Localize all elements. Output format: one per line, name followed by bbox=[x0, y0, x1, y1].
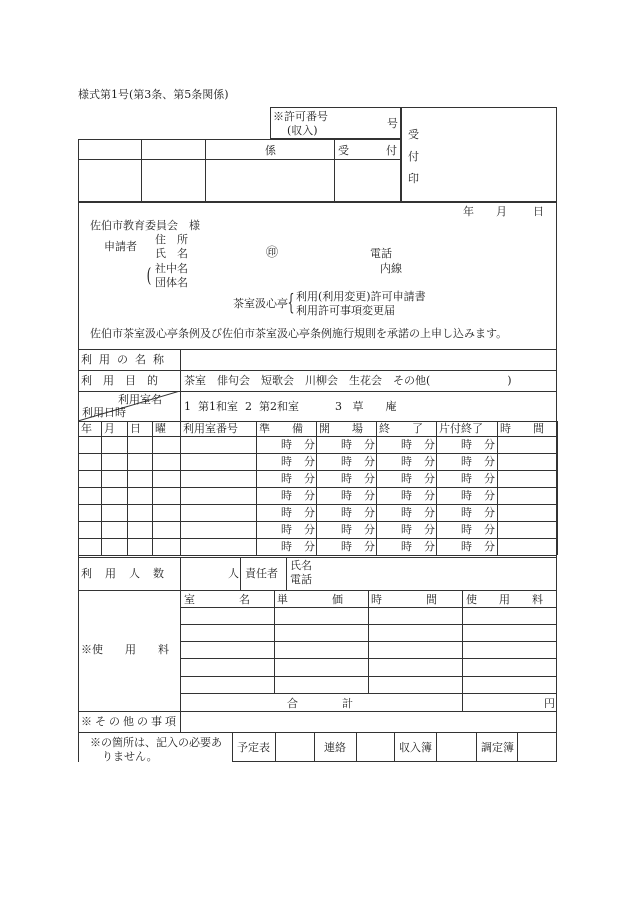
time-hour: 時 bbox=[281, 455, 292, 468]
room-option-1: 1 第1和室 bbox=[184, 400, 238, 413]
date-year: 年 bbox=[463, 205, 474, 218]
usage-purpose-label: 利用目的 bbox=[81, 374, 169, 387]
people-label: 利用人数 bbox=[81, 567, 177, 580]
permit-income-label: (収入) bbox=[287, 124, 318, 137]
staff-uke: 受 bbox=[338, 144, 349, 157]
schedule-header-6: 開 場 bbox=[319, 422, 363, 435]
time-hour: 時 bbox=[281, 489, 292, 502]
footer-income-book: 収入簿 bbox=[399, 741, 432, 754]
applicant-phone-label: 電話 bbox=[370, 247, 392, 260]
people-unit: 人 bbox=[228, 567, 239, 580]
time-hour: 時 bbox=[461, 506, 472, 519]
fee-yen: 円 bbox=[544, 697, 555, 710]
permit-number-label: ※許可番号 bbox=[273, 110, 328, 123]
time-minute: 分 bbox=[484, 540, 495, 553]
time-minute: 分 bbox=[424, 489, 435, 502]
fee-header-room: 室 名 bbox=[184, 593, 250, 606]
time-minute: 分 bbox=[424, 540, 435, 553]
time-hour: 時 bbox=[461, 438, 472, 451]
time-hour: 時 bbox=[401, 540, 412, 553]
time-minute: 分 bbox=[304, 455, 315, 468]
form-number: 様式第1号(第3条、第5条関係) bbox=[78, 88, 229, 101]
time-hour: 時 bbox=[341, 472, 352, 485]
time-minute: 分 bbox=[364, 523, 375, 536]
schedule-header-2: 日 bbox=[130, 422, 141, 435]
time-hour: 時 bbox=[341, 455, 352, 468]
time-minute: 分 bbox=[304, 523, 315, 536]
time-hour: 時 bbox=[341, 438, 352, 451]
time-hour: 時 bbox=[281, 438, 292, 451]
stamp-char-1: 受 bbox=[408, 128, 419, 141]
applicant-extension-label: 内線 bbox=[380, 262, 402, 275]
fee-total-label: 合 計 bbox=[287, 697, 353, 710]
time-minute: 分 bbox=[424, 455, 435, 468]
schedule-header-3: 曜 bbox=[155, 422, 166, 435]
room-option-2: 2 第2和室 bbox=[245, 400, 299, 413]
fee-header-time: 時 間 bbox=[371, 593, 437, 606]
time-minute: 分 bbox=[304, 489, 315, 502]
receipt-stamp-box bbox=[401, 107, 557, 202]
addressee: 佐伯市教育委員会 様 bbox=[90, 219, 200, 232]
paren-open: ( bbox=[146, 263, 152, 287]
doc-type-2: 利用許可事項変更届 bbox=[296, 304, 395, 317]
footer-contact: 連絡 bbox=[324, 741, 346, 754]
time-minute: 分 bbox=[304, 438, 315, 451]
other-label: ※その他の事項 bbox=[81, 715, 179, 728]
time-hour: 時 bbox=[461, 455, 472, 468]
time-hour: 時 bbox=[401, 472, 412, 485]
applicant-name-label: 氏 名 bbox=[155, 247, 188, 260]
schedule-header-1: 月 bbox=[104, 422, 115, 435]
time-minute: 分 bbox=[484, 472, 495, 485]
time-hour: 時 bbox=[281, 523, 292, 536]
usage-name-label: 利用の名称 bbox=[81, 353, 171, 366]
time-hour: 時 bbox=[461, 489, 472, 502]
schedule-header-5: 準 備 bbox=[259, 422, 303, 435]
fee-header-fee: 使 用 料 bbox=[466, 593, 543, 606]
applicant-group-label: 団体名 bbox=[155, 276, 188, 289]
time-minute: 分 bbox=[364, 455, 375, 468]
room-option-3: 3 草 庵 bbox=[335, 400, 397, 413]
facility-name: 茶室汲心亭 bbox=[233, 297, 288, 310]
time-hour: 時 bbox=[401, 438, 412, 451]
time-minute: 分 bbox=[484, 455, 495, 468]
time-minute: 分 bbox=[304, 540, 315, 553]
schedule-header-0: 年 bbox=[81, 422, 92, 435]
schedule-header-8: 片付終了 bbox=[439, 422, 483, 435]
time-hour: 時 bbox=[281, 472, 292, 485]
time-hour: 時 bbox=[401, 455, 412, 468]
staff-table bbox=[78, 139, 401, 202]
responsible-phone: 電話 bbox=[290, 573, 312, 586]
staff-kakari: 係 bbox=[265, 144, 276, 157]
time-minute: 分 bbox=[424, 472, 435, 485]
time-hour: 時 bbox=[281, 540, 292, 553]
stamp-char-2: 付 bbox=[408, 150, 419, 163]
seal-icon: ㊞ bbox=[266, 245, 279, 259]
staff-tsuke: 付 bbox=[386, 144, 397, 157]
time-hour: 時 bbox=[341, 506, 352, 519]
schedule-header-4: 利用室番号 bbox=[183, 422, 238, 435]
responsible-name: 氏名 bbox=[290, 559, 312, 572]
permit-go-label: 号 bbox=[387, 117, 398, 130]
time-hour: 時 bbox=[341, 523, 352, 536]
brace: { bbox=[287, 291, 295, 316]
schedule-header-9: 時 間 bbox=[500, 422, 544, 435]
time-minute: 分 bbox=[364, 540, 375, 553]
stamp-char-3: 印 bbox=[408, 172, 419, 185]
time-minute: 分 bbox=[304, 472, 315, 485]
applicant-address-label: 住 所 bbox=[155, 233, 188, 246]
footer-schedule: 予定表 bbox=[237, 741, 270, 754]
time-minute: 分 bbox=[424, 438, 435, 451]
time-hour: 時 bbox=[401, 489, 412, 502]
time-hour: 時 bbox=[461, 472, 472, 485]
time-minute: 分 bbox=[364, 506, 375, 519]
schedule-header-7: 終 了 bbox=[379, 422, 423, 435]
time-minute: 分 bbox=[364, 472, 375, 485]
time-minute: 分 bbox=[484, 489, 495, 502]
time-hour: 時 bbox=[401, 523, 412, 536]
time-minute: 分 bbox=[484, 506, 495, 519]
time-minute: 分 bbox=[304, 506, 315, 519]
room-name-label: 利用室名 bbox=[118, 393, 162, 406]
time-minute: 分 bbox=[424, 523, 435, 536]
applicant-company-label: 社中名 bbox=[155, 262, 188, 275]
time-hour: 時 bbox=[281, 506, 292, 519]
note-line-1: ※の箇所は、記入の必要あ bbox=[90, 736, 222, 749]
datetime-label: 利用日時 bbox=[82, 406, 126, 419]
date-day: 日 bbox=[533, 205, 544, 218]
consent-statement: 佐伯市茶室汲心亭条例及び佐伯市茶室汲心亭条例施行規則を承諾の上申し込みます。 bbox=[90, 327, 508, 340]
applicant-label: 申請者 bbox=[104, 240, 137, 253]
time-minute: 分 bbox=[364, 438, 375, 451]
time-hour: 時 bbox=[461, 540, 472, 553]
date-month: 月 bbox=[496, 205, 507, 218]
responsible-label: 責任者 bbox=[245, 567, 278, 580]
time-minute: 分 bbox=[484, 438, 495, 451]
time-hour: 時 bbox=[401, 506, 412, 519]
usage-purposes: 茶室 俳句会 短歌会 川柳会 生花会 その他( ) bbox=[184, 374, 512, 387]
time-minute: 分 bbox=[484, 523, 495, 536]
footer-adjust-book: 調定簿 bbox=[481, 741, 514, 754]
doc-type-1: 利用(利用変更)許可申請書 bbox=[296, 290, 426, 303]
fee-header-price: 単 価 bbox=[277, 593, 343, 606]
time-hour: 時 bbox=[461, 523, 472, 536]
time-hour: 時 bbox=[341, 489, 352, 502]
time-hour: 時 bbox=[341, 540, 352, 553]
time-minute: 分 bbox=[364, 489, 375, 502]
time-minute: 分 bbox=[424, 506, 435, 519]
fee-label: ※使 用 料 bbox=[81, 643, 169, 656]
note-line-2: りません。 bbox=[102, 750, 158, 763]
